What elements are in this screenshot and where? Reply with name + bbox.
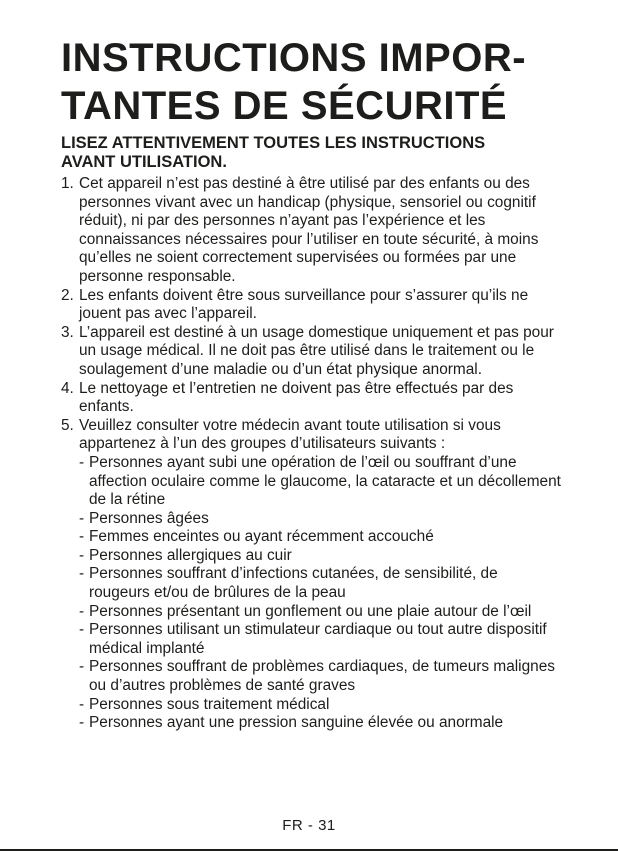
user-group-item [79, 565, 561, 602]
dash-marker: - [79, 565, 85, 583]
page-footer [0, 816, 618, 836]
user-group-item [79, 510, 561, 529]
dash-marker: - [79, 602, 85, 620]
page-number: 31 [318, 817, 336, 834]
instruction-number: 1. [61, 175, 74, 192]
user-group-text: Personnes souffrant d’infections cutanées, de sensibilité, de rougeurs et/ou de brûlures de la peau [89, 565, 498, 602]
user-group-text: Personnes souffrant de problèmes cardiaques, de tumeurs malignes ou d’autres problèmes de santé graves [89, 658, 555, 695]
user-group-item [79, 603, 561, 622]
instruction-number: 2. [61, 286, 74, 304]
instruction-item [61, 175, 561, 287]
page-title-line: INSTRUCTIONS IMPOR- [61, 36, 527, 80]
user-group-text: Personnes ayant subi une opération de l’œil ou souffrant d’une affection oculaire comme le glaucome, la cataracte et un décollement de la rétine [89, 453, 561, 509]
instruction-text: Les enfants doivent être sous surveillance pour s’assurer qu’ils ne jouent pas avec l’appareil. [79, 286, 529, 323]
user-group-item [79, 658, 561, 695]
user-group-item [79, 696, 561, 715]
dash-marker: - [79, 546, 85, 564]
section-subtitle-line: AVANT UTILISATION. [61, 153, 227, 171]
user-group-list [79, 454, 561, 733]
instruction-item [61, 380, 561, 417]
dash-marker: - [79, 509, 85, 527]
instruction-item [61, 287, 561, 324]
dash-marker: - [79, 658, 85, 676]
page-title-line: TANTES DE SÉCURITÉ [61, 84, 508, 128]
instruction-list [61, 175, 561, 733]
user-group-text: Personnes présentant un gonflement ou une plaie autour de l’œil [89, 602, 532, 620]
instruction-number: 5. [61, 416, 74, 434]
dash-marker: - [79, 528, 85, 546]
section-subtitle [61, 134, 561, 172]
user-group-text: Personnes ayant une pression sanguine élevée ou anormale [89, 714, 504, 732]
page-title [61, 34, 561, 130]
user-group-text: Personnes allergiques au cuir [89, 546, 292, 564]
dash-marker: - [79, 621, 85, 639]
user-group-text: Femmes enceintes ou ayant récemment accouché [89, 528, 434, 546]
user-group-item [79, 454, 561, 510]
instruction-text: Cet appareil n’est pas destiné à être utilisé par des enfants ou des personnes vivant avec un handicap (physique, sensoriel ou cognitif réduit), ni par des personnes n’ayant pas l’expérience et les connaissances nécessaires pour l’utiliser en toute sécurité, à moins qu’elles ne soient correctement supervisées ou formées par une personne responsable. [79, 175, 539, 285]
user-group-text: Personnes âgées [89, 509, 209, 527]
footer-language: FR [282, 817, 304, 834]
dash-marker: - [79, 453, 85, 471]
dash-marker: - [79, 714, 85, 732]
instruction-item [61, 417, 561, 733]
user-group-text: Personnes sous traitement médical [89, 695, 330, 713]
instruction-text: L’appareil est destiné à un usage domestique uniquement et pas pour un usage médical. Il ne doit pas être utilisé dans le traitement ou le soulagement d’une maladie ou d’un état physique anormal. [79, 323, 554, 378]
manual-page [61, 34, 561, 733]
user-group-item [79, 714, 561, 733]
instruction-item [61, 324, 561, 380]
dash-marker: - [79, 695, 85, 713]
instruction-text: Le nettoyage et l’entretien ne doivent pas être effectués par des enfants. [79, 379, 514, 416]
user-group-item [79, 528, 561, 547]
user-group-text: Personnes utilisant un stimulateur cardiaque ou tout autre dispositif médical implanté [89, 621, 547, 657]
instruction-number: 4. [61, 379, 74, 397]
footer-separator: - [307, 817, 314, 834]
instruction-text: Veuillez consulter votre médecin avant toute utilisation si vous appartenez à l’un des groupes d’utilisateurs suivants : [79, 416, 501, 453]
user-group-item [79, 621, 561, 658]
instruction-number: 3. [61, 323, 74, 341]
user-group-item [79, 547, 561, 566]
section-subtitle-line: LISEZ ATTENTIVEMENT TOUTES LES INSTRUCTIONS [61, 134, 486, 152]
